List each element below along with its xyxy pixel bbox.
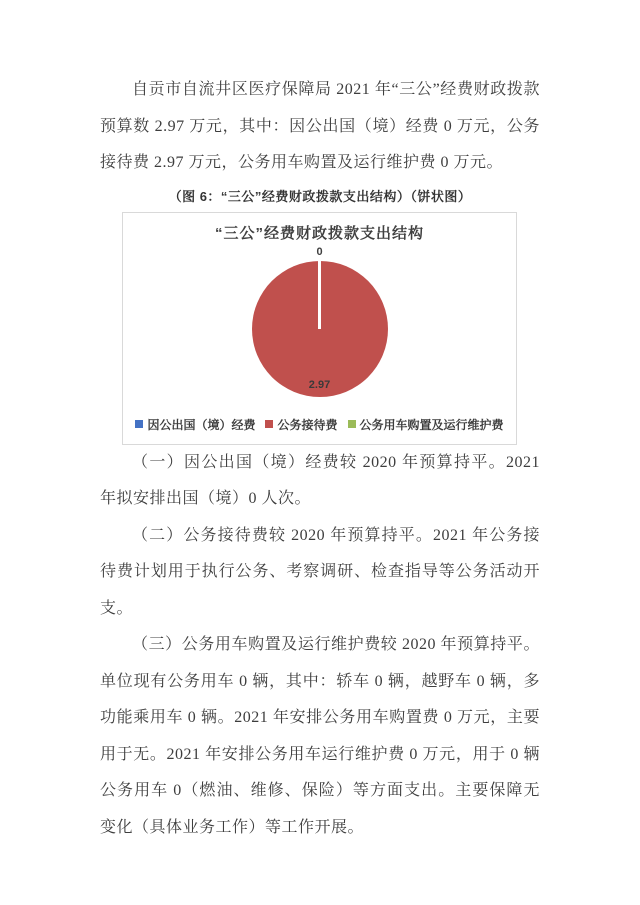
figure-caption: （图 6：“三公”经费财政拨款支出结构）（饼状图） (168, 188, 472, 204)
pie-data-label-zero: 0 (316, 245, 323, 258)
pie-slice-divider (318, 261, 321, 329)
legend-swatch-blue-icon (135, 420, 143, 428)
legend-item-vehicle (348, 416, 504, 433)
paragraph-one: （一）因公出国（境）经费较 2020 年预算持平。2021 年拟安排出国（境）0 人次。 (100, 453, 540, 507)
legend-item-reception (265, 416, 337, 433)
pie-circle (252, 261, 388, 397)
legend-item-abroad (135, 416, 255, 433)
legend-label: 公务用车购置及运行维护费 (359, 417, 504, 432)
paragraph-three: （三）公务用车购置及运行维护费较 2020 年预算持平。单位现有公务用车 0 辆，其中：轿车 0 辆，越野车 0 辆，多功能乘用车 0 辆。2021 年安排公务用车购置费 0 万元，主要用于无。2021 年安排公务用车运行维护费 0 万元，用于 0 辆公务用车 0（燃油、维修、保险）等方面支出。主要保障无变化（具体业务工作）等工作开展。 (100, 636, 540, 836)
legend-label: 因公出国（境）经费 (147, 417, 256, 432)
chart-legend (123, 416, 516, 433)
pie-chart (122, 212, 517, 445)
legend-swatch-red-icon (265, 420, 273, 428)
pie-data-label-value: 2.97 (308, 378, 331, 391)
chart-title: “三公”经费财政拨款支出结构 (214, 224, 424, 242)
intro-paragraph: 自贡市自流井区医疗保障局 2021 年“三公”经费财政拨款预算数 2.97 万元，其中：因公出国（境）经费 0 万元，公务接待费 2.97 万元，公务用车购置及运行维护费 0 万元。 (100, 81, 540, 171)
paragraph-two: （二）公务接待费较 2020 年预算持平。2021 年公务接待费计划用于执行公务、考察调研、检查指导等公务活动开支。 (100, 526, 540, 617)
legend-swatch-green-icon (348, 420, 356, 428)
legend-label: 公务接待费 (277, 417, 338, 432)
